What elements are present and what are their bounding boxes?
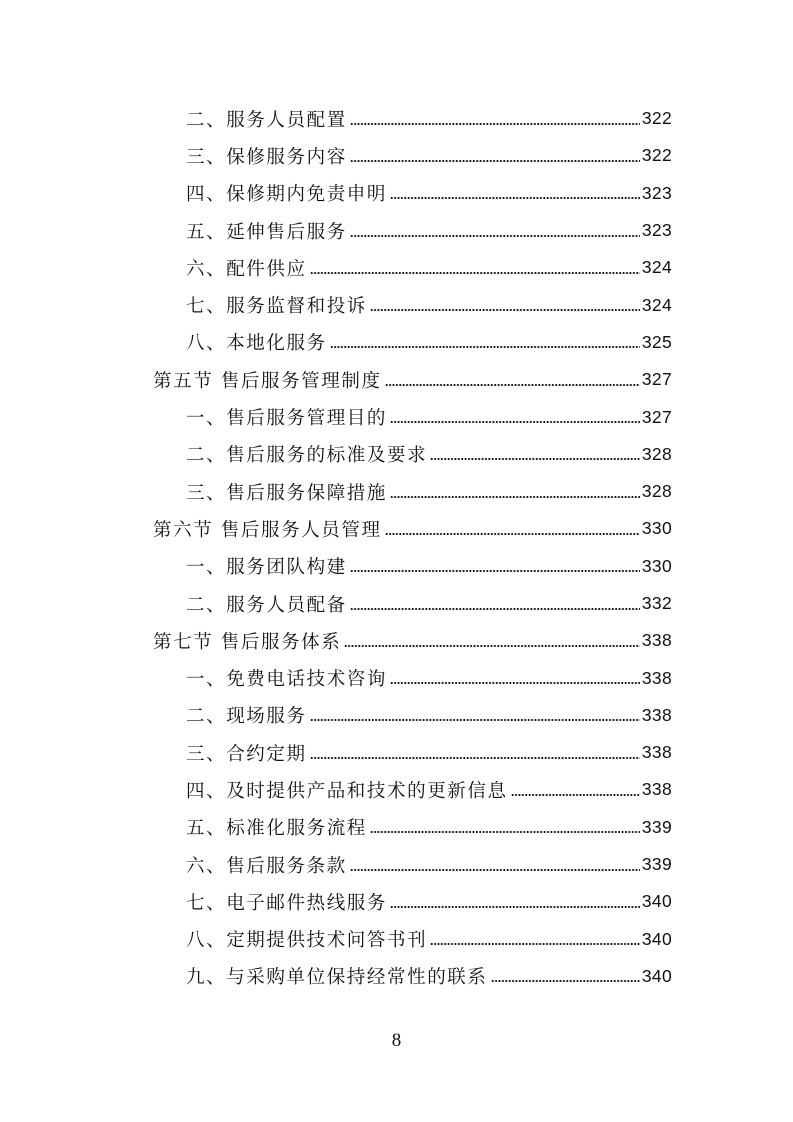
dot-leader: [310, 271, 640, 275]
toc-entry-page: 340: [641, 965, 672, 986]
toc-entry-page: 328: [641, 481, 672, 502]
dot-leader: [350, 122, 640, 126]
toc-entry[interactable]: [0, 473, 793, 510]
toc-entry[interactable]: [0, 697, 793, 734]
toc-entry-title: 六、售后服务条款: [186, 855, 347, 877]
toc-section-entry[interactable]: [0, 622, 793, 659]
toc-entry-title: 二、服务人员配置: [186, 109, 347, 131]
toc-entry-page: 325: [641, 331, 672, 352]
toc-entry-title: 五、延伸售后服务: [186, 221, 347, 243]
toc-entry[interactable]: [0, 734, 793, 771]
dot-leader: [390, 196, 640, 200]
toc-entry[interactable]: [0, 212, 793, 249]
toc-entry[interactable]: [0, 286, 793, 323]
toc-section-entry[interactable]: [0, 510, 793, 547]
toc-section-entry[interactable]: [0, 361, 793, 398]
dot-leader: [385, 532, 640, 536]
dot-leader: [390, 495, 640, 499]
toc-entry-title: 二、服务人员配备: [186, 594, 347, 616]
toc-entry-title: 九、与采购单位保持经常性的联系: [186, 967, 488, 989]
toc-entry[interactable]: [0, 249, 793, 286]
toc-entry-title: 三、合约定期: [186, 743, 307, 765]
toc-entry-page: 322: [641, 108, 672, 129]
dot-leader: [350, 159, 640, 163]
toc-entry-title: 八、定期提供技术问答书刊: [186, 930, 428, 952]
toc-entry-page: 338: [641, 742, 672, 763]
dot-leader: [511, 793, 640, 797]
toc-entry-page: 340: [641, 928, 672, 949]
dot-leader: [491, 979, 640, 983]
dot-leader: [385, 383, 640, 387]
toc-entry-title: 一、免费电话技术咨询: [186, 669, 388, 691]
toc-entry-title: 七、电子邮件热线服务: [186, 892, 388, 914]
dot-leader: [350, 868, 640, 872]
dot-leader: [390, 905, 640, 909]
toc-entry-page: 330: [641, 555, 672, 576]
dot-leader: [430, 942, 640, 946]
toc-entry[interactable]: [0, 175, 793, 212]
toc-entry-title: 四、及时提供产品和技术的更新信息: [186, 780, 508, 802]
toc-entry[interactable]: [0, 846, 793, 883]
toc-entry-title: 二、售后服务的标准及要求: [186, 445, 428, 467]
table-of-contents: [0, 100, 793, 995]
toc-entry-page: 339: [641, 816, 672, 837]
toc-entry-title: 一、服务团队构建: [186, 557, 347, 579]
dot-leader: [310, 718, 640, 722]
dot-leader: [310, 756, 640, 760]
toc-entry[interactable]: [0, 659, 793, 696]
dot-leader: [390, 420, 640, 424]
toc-entry-title: 第五节 售后服务管理制度: [153, 370, 382, 392]
toc-entry-title: 六、配件供应: [186, 258, 307, 280]
toc-entry-title: 四、保修期内免责申明: [186, 184, 388, 206]
toc-entry-page: 338: [641, 667, 672, 688]
toc-entry[interactable]: [0, 883, 793, 920]
toc-entry-page: 330: [641, 518, 672, 539]
toc-entry-page: 338: [641, 630, 672, 651]
toc-entry[interactable]: [0, 548, 793, 585]
toc-entry-page: 324: [641, 257, 672, 278]
toc-entry[interactable]: [0, 137, 793, 174]
toc-entry[interactable]: [0, 436, 793, 473]
toc-entry-title: 二、现场服务: [186, 706, 307, 728]
toc-entry-title: 一、售后服务管理目的: [186, 408, 388, 430]
dot-leader: [344, 644, 640, 648]
toc-entry[interactable]: [0, 324, 793, 361]
toc-entry[interactable]: [0, 958, 793, 995]
toc-entry-title: 三、保修服务内容: [186, 146, 347, 168]
toc-entry-page: 338: [641, 704, 672, 725]
toc-entry-page: 322: [641, 145, 672, 166]
dot-leader: [430, 457, 640, 461]
toc-entry[interactable]: [0, 398, 793, 435]
toc-entry-page: 323: [641, 220, 672, 241]
toc-entry-page: 340: [641, 891, 672, 912]
toc-entry[interactable]: [0, 809, 793, 846]
dot-leader: [350, 569, 640, 573]
dot-leader: [370, 830, 640, 834]
toc-entry-page: 328: [641, 443, 672, 464]
toc-entry-page: 338: [641, 779, 672, 800]
toc-entry-title: 七、服务监督和投诉: [186, 296, 367, 318]
dot-leader: [370, 308, 640, 312]
toc-entry-title: 第七节 售后服务体系: [153, 631, 342, 653]
toc-entry-title: 第六节 售后服务人员管理: [153, 519, 382, 541]
toc-entry-title: 八、本地化服务: [186, 333, 327, 355]
toc-entry-title: 三、售后服务保障措施: [186, 482, 388, 504]
toc-entry-page: 327: [641, 369, 672, 390]
toc-entry-title: 五、标准化服务流程: [186, 818, 367, 840]
toc-entry-page: 339: [641, 854, 672, 875]
toc-entry-page: 327: [641, 406, 672, 427]
dot-leader: [330, 345, 640, 349]
toc-entry-page: 323: [641, 182, 672, 203]
toc-entry[interactable]: [0, 100, 793, 137]
toc-entry-page: 332: [641, 593, 672, 613]
toc-entry[interactable]: [0, 585, 793, 622]
dot-leader: [350, 607, 640, 611]
toc-entry-page: 324: [641, 294, 672, 315]
page-number: 8: [391, 1030, 402, 1051]
toc-entry[interactable]: [0, 921, 793, 958]
dot-leader: [390, 681, 640, 685]
toc-entry[interactable]: [0, 771, 793, 808]
dot-leader: [350, 234, 640, 238]
